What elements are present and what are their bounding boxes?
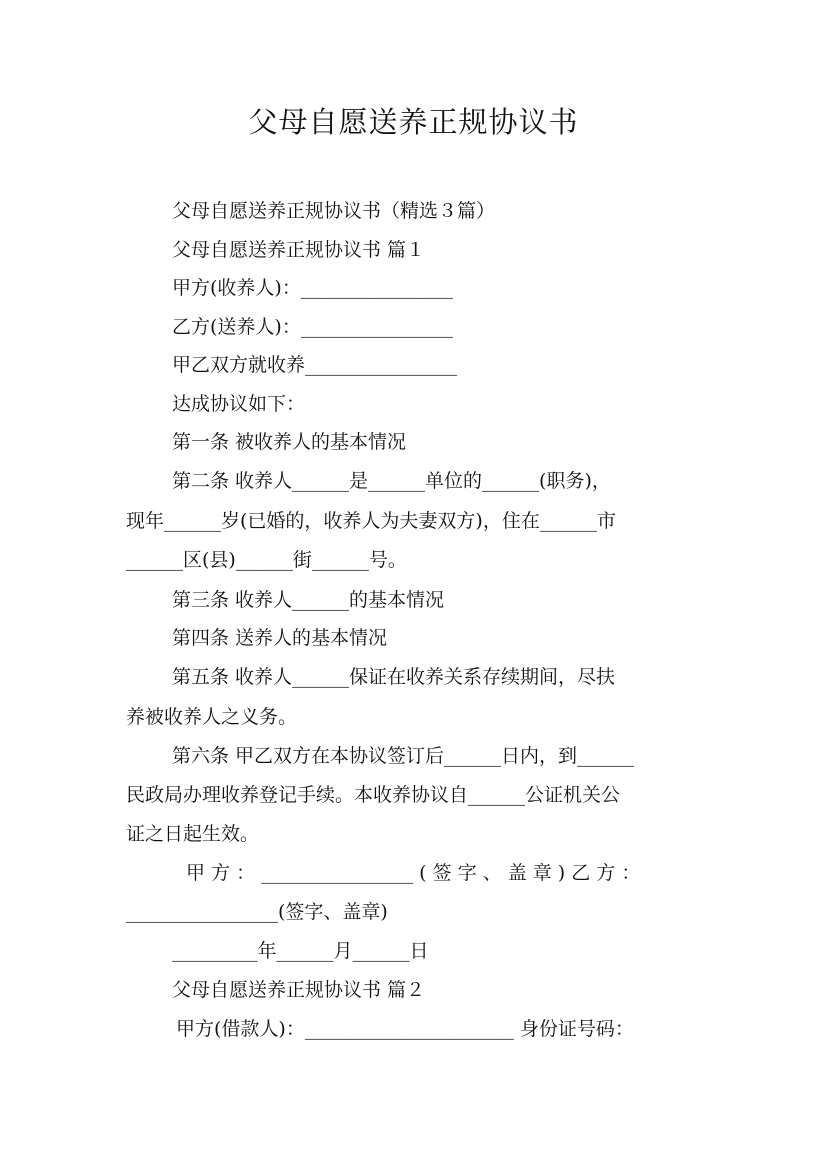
text-line: 父母自愿送养正规协议书 篇１ <box>172 239 426 261</box>
text-line: 甲方(借款人)：______________________ 身份证号码： <box>176 1018 634 1040</box>
text-line: 第三条 收养人______的基本情况 <box>172 589 445 611</box>
text-line: 甲 方 ： ________________ ( 签 字 、 盖 章 ) 乙 方 ： <box>186 862 641 884</box>
text-line: 父母自愿送养正规协议书（精选３篇） <box>172 200 496 222</box>
document-title: 父母自愿送养正规协议书 <box>248 105 579 139</box>
text-line: 现年______岁(已婚的，收养人为夫妻双方)，住在______市 <box>126 510 616 532</box>
text-line: _________年______月______日 <box>172 940 429 962</box>
text-line: 甲方(收养人)：________________ <box>172 277 453 299</box>
text-line: 第二条 收养人______是______单位的______(职务)， <box>172 470 611 492</box>
text-line: ________________(签字、盖章) <box>126 901 388 923</box>
text-line: 第五条 收养人______保证在收养关系存续期间，尽扶 <box>172 666 616 688</box>
text-line: 第一条 被收养人的基本情况 <box>172 431 407 453</box>
text-line: 达成协议如下： <box>172 393 306 415</box>
text-line: 证之日起生效。 <box>126 823 260 845</box>
text-line: 民政局办理收养登记手续。本收养协议自______公证机关公 <box>126 784 621 806</box>
text-line: ______区(县)______街______号。 <box>126 549 407 571</box>
text-line: 第六条 甲乙双方在本协议签订后______日内，到______ <box>172 745 635 767</box>
text-line: 甲乙双方就收养________________ <box>172 354 458 376</box>
text-line: 乙方(送养人)：________________ <box>172 316 453 338</box>
text-line: 父母自愿送养正规协议书 篇２ <box>172 979 426 1001</box>
text-line: 第四条 送养人的基本情况 <box>172 627 388 649</box>
text-line: 养被收养人之义务。 <box>126 706 298 728</box>
